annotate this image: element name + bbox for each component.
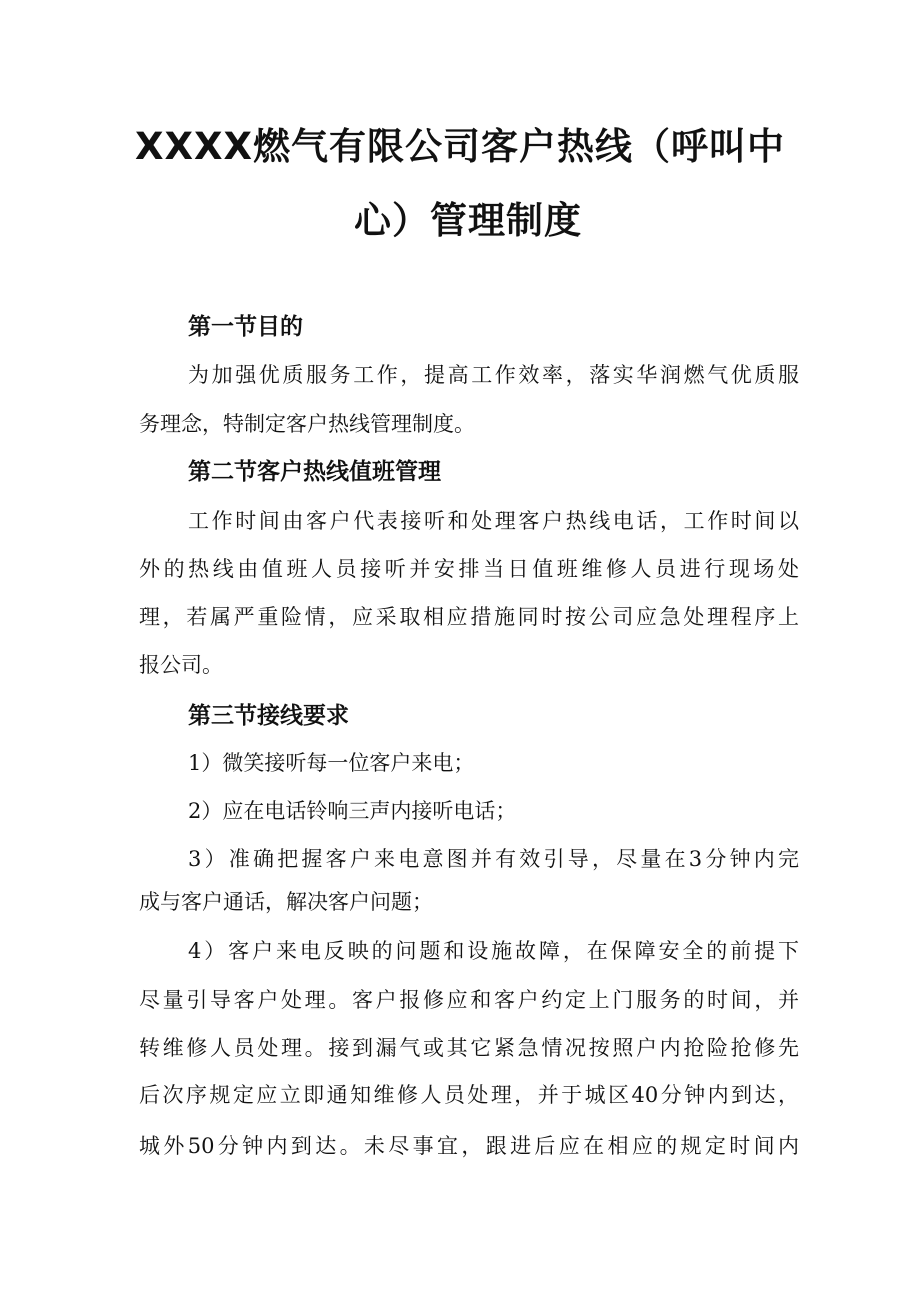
list-item: 4）客户来电反映的问题和设施故障，在保障安全的前提下 bbox=[188, 939, 799, 963]
paragraph-line: 务理念，特制定客户热线管理制度。 bbox=[139, 412, 475, 436]
list-item: 2）应在电话铃响三声内接听电话； bbox=[188, 799, 517, 823]
paragraph-line: 理，若属严重险情，应采取相应措施同时按公司应急处理程序上 bbox=[139, 605, 799, 629]
list-item-continuation: 转维修人员处理。接到漏气或其它紧急情况按照户内抢险抢修先 bbox=[139, 1036, 799, 1060]
paragraph-line: 工作时间由客户代表接听和处理客户热线电话，工作时间以 bbox=[188, 509, 799, 533]
list-item: 1）微笑接听每一位客户来电； bbox=[188, 751, 475, 775]
list-item-continuation: 尽量引导客户处理。客户报修应和客户约定上门服务的时间，并 bbox=[139, 988, 799, 1012]
paragraph-line: 为加强优质服务工作，提高工作效率，落实华润燃气优质服 bbox=[188, 363, 799, 387]
list-item-continuation: 后次序规定应立即通知维修人员处理，并于城区40分钟内到达， bbox=[139, 1083, 799, 1107]
section-heading-purpose: 第一节目的 bbox=[188, 314, 303, 340]
document-title-line-2: 心）管理制度 bbox=[354, 199, 582, 242]
list-item: 3）准确把握客户来电意图并有效引导，尽量在3分钟内完 bbox=[188, 847, 799, 871]
document-title-line-1: XXXX燃气有限公司客户热线（呼叫中 bbox=[134, 125, 786, 168]
list-item-continuation: 成与客户通话，解决客户问题； bbox=[139, 890, 433, 914]
paragraph-line: 外的热线由值班人员接听并安排当日值班维修人员进行现场处 bbox=[139, 557, 799, 581]
section-heading-duty-management: 第二节客户热线值班管理 bbox=[188, 459, 441, 485]
list-item-continuation: 城外50分钟内到达。未尽事宜，跟进后应在相应的规定时间内 bbox=[139, 1134, 799, 1158]
paragraph-line: 报公司。 bbox=[139, 653, 223, 677]
section-heading-answering-requirements: 第三节接线要求 bbox=[188, 703, 349, 729]
